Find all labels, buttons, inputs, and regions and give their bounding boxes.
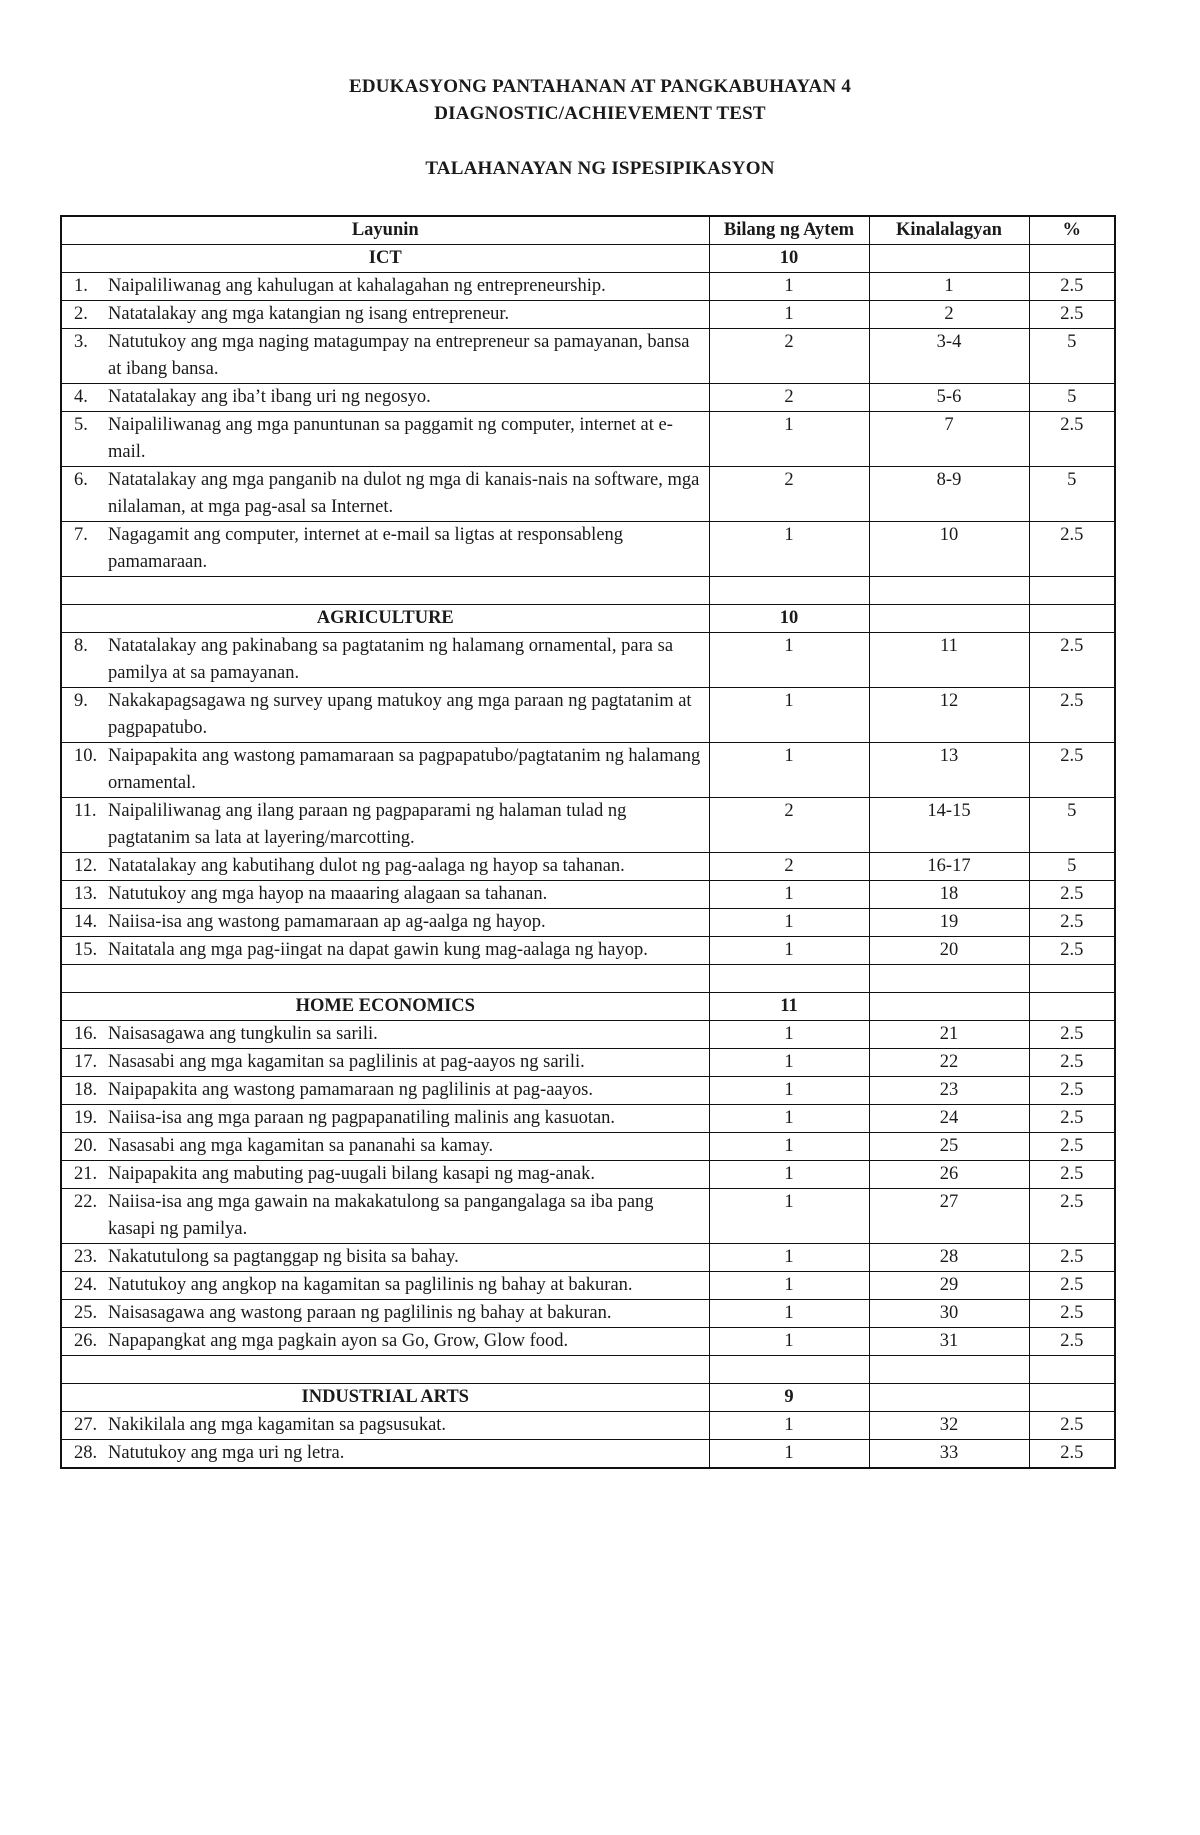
empty-cell bbox=[869, 245, 1029, 273]
item-count: 2 bbox=[709, 853, 869, 881]
objective-text: Natutukoy ang angkop na kagamitan sa paglilinis ng bahay at bakuran. bbox=[108, 1275, 633, 1295]
empty-cell bbox=[1029, 1356, 1115, 1384]
table-row bbox=[61, 909, 1115, 937]
item-percent: 2.5 bbox=[1029, 1105, 1115, 1133]
objective-text: Naitatala ang mga pag-iingat na dapat gawin kung mag-aalaga ng hayop. bbox=[108, 940, 648, 960]
table-row bbox=[61, 1077, 1115, 1105]
empty-cell bbox=[709, 1356, 869, 1384]
item-percent: 2.5 bbox=[1029, 1300, 1115, 1328]
table-row bbox=[61, 384, 1115, 412]
objective-cell bbox=[61, 937, 709, 965]
objective-cell bbox=[61, 1161, 709, 1189]
objective-number: 19. bbox=[74, 1108, 98, 1128]
objective-text: Natutukoy ang mga hayop na maaaring alagaan sa tahanan. bbox=[108, 884, 548, 904]
table-row bbox=[61, 853, 1115, 881]
section-item-count: 10 bbox=[709, 245, 869, 273]
objective-cell bbox=[61, 273, 709, 301]
item-percent: 2.5 bbox=[1029, 522, 1115, 577]
col-header-bilang: Bilang ng Aytem bbox=[709, 216, 869, 245]
item-location: 7 bbox=[869, 412, 1029, 467]
col-header-percent: % bbox=[1029, 216, 1115, 245]
table-row bbox=[61, 937, 1115, 965]
item-percent: 2.5 bbox=[1029, 1328, 1115, 1356]
blank-row bbox=[61, 965, 1115, 993]
objective-number: 10. bbox=[74, 746, 98, 766]
empty-cell bbox=[1029, 993, 1115, 1021]
item-percent: 2.5 bbox=[1029, 1049, 1115, 1077]
item-count: 1 bbox=[709, 1300, 869, 1328]
empty-cell bbox=[1029, 605, 1115, 633]
item-location: 30 bbox=[869, 1300, 1029, 1328]
objective-number: 26. bbox=[74, 1331, 98, 1351]
item-percent: 5 bbox=[1029, 329, 1115, 384]
item-count: 1 bbox=[709, 909, 869, 937]
objective-cell bbox=[61, 909, 709, 937]
objective-cell bbox=[61, 853, 709, 881]
objective-text: Natatalakay ang mga katangian ng isang entrepreneur. bbox=[108, 304, 510, 324]
objective-cell bbox=[61, 881, 709, 909]
item-percent: 2.5 bbox=[1029, 743, 1115, 798]
objective-text: Naiisa-isa ang wastong pamamaraan ap ag-aalga ng hayop. bbox=[108, 912, 546, 932]
item-location: 21 bbox=[869, 1021, 1029, 1049]
table-row bbox=[61, 412, 1115, 467]
item-location: 33 bbox=[869, 1440, 1029, 1469]
empty-cell bbox=[869, 1356, 1029, 1384]
col-header-kinalalagyan: Kinalalagyan bbox=[869, 216, 1029, 245]
item-percent: 5 bbox=[1029, 384, 1115, 412]
table-row bbox=[61, 1244, 1115, 1272]
item-percent: 2.5 bbox=[1029, 1272, 1115, 1300]
item-location: 2 bbox=[869, 301, 1029, 329]
objective-text: Nakatutulong sa pagtanggap ng bisita sa bahay. bbox=[108, 1247, 459, 1267]
section-item-count: 11 bbox=[709, 993, 869, 1021]
item-count: 1 bbox=[709, 1272, 869, 1300]
item-location: 13 bbox=[869, 743, 1029, 798]
empty-cell bbox=[869, 1384, 1029, 1412]
objective-number: 13. bbox=[74, 884, 98, 904]
item-percent: 5 bbox=[1029, 798, 1115, 853]
objective-number: 16. bbox=[74, 1024, 98, 1044]
table-row bbox=[61, 1328, 1115, 1356]
item-count: 1 bbox=[709, 273, 869, 301]
table-row bbox=[61, 1440, 1115, 1469]
empty-cell bbox=[869, 965, 1029, 993]
table-row bbox=[61, 1300, 1115, 1328]
table-row bbox=[61, 688, 1115, 743]
item-location: 8-9 bbox=[869, 467, 1029, 522]
objective-cell bbox=[61, 1105, 709, 1133]
item-count: 1 bbox=[709, 412, 869, 467]
item-percent: 2.5 bbox=[1029, 1412, 1115, 1440]
objective-cell bbox=[61, 1272, 709, 1300]
objective-text: Naipaliliwanag ang ilang paraan ng pagpaparami ng halaman tulad ng pagtatanim sa lata at layering/marcotting. bbox=[108, 801, 627, 848]
section-row bbox=[61, 1384, 1115, 1412]
table-row bbox=[61, 329, 1115, 384]
empty-cell bbox=[61, 965, 709, 993]
item-percent: 2.5 bbox=[1029, 273, 1115, 301]
test-title: DIAGNOSTIC/ACHIEVEMENT TEST bbox=[434, 103, 766, 124]
section-label: HOME ECONOMICS bbox=[61, 993, 709, 1021]
objective-cell bbox=[61, 1244, 709, 1272]
item-count: 2 bbox=[709, 384, 869, 412]
objective-cell bbox=[61, 1133, 709, 1161]
objective-number: 4. bbox=[74, 387, 88, 407]
objective-text: Nakikilala ang mga kagamitan sa pagsusukat. bbox=[108, 1415, 447, 1435]
item-count: 1 bbox=[709, 1049, 869, 1077]
table-row bbox=[61, 1412, 1115, 1440]
table-row bbox=[61, 743, 1115, 798]
table-row bbox=[61, 1189, 1115, 1244]
section-row bbox=[61, 245, 1115, 273]
objective-number: 24. bbox=[74, 1275, 98, 1295]
empty-cell bbox=[1029, 577, 1115, 605]
table-row bbox=[61, 467, 1115, 522]
empty-cell bbox=[709, 577, 869, 605]
objective-text: Naisasagawa ang tungkulin sa sarili. bbox=[108, 1024, 378, 1044]
objective-number: 28. bbox=[74, 1443, 98, 1463]
table-row bbox=[61, 881, 1115, 909]
item-count: 1 bbox=[709, 633, 869, 688]
objective-cell bbox=[61, 798, 709, 853]
table-body bbox=[61, 245, 1115, 1469]
section-row bbox=[61, 993, 1115, 1021]
table-row bbox=[61, 798, 1115, 853]
table-row bbox=[61, 1161, 1115, 1189]
objective-number: 8. bbox=[74, 636, 88, 656]
objective-cell bbox=[61, 301, 709, 329]
objective-text: Natutukoy ang mga uri ng letra. bbox=[108, 1443, 345, 1463]
objective-cell bbox=[61, 522, 709, 577]
objective-text: Natatalakay ang mga panganib na dulot ng mga di kanais-nais na software, mga nilalaman, at mga pag-asal sa Internet. bbox=[108, 470, 700, 517]
item-count: 1 bbox=[709, 1021, 869, 1049]
objective-text: Natutukoy ang mga naging matagumpay na entrepreneur sa pamayanan, bansa at ibang bansa. bbox=[108, 332, 690, 379]
item-count: 1 bbox=[709, 1133, 869, 1161]
item-count: 1 bbox=[709, 743, 869, 798]
objective-number: 21. bbox=[74, 1164, 98, 1184]
objective-number: 6. bbox=[74, 470, 88, 490]
item-location: 32 bbox=[869, 1412, 1029, 1440]
objective-cell bbox=[61, 467, 709, 522]
item-count: 1 bbox=[709, 688, 869, 743]
item-count: 1 bbox=[709, 1077, 869, 1105]
empty-cell bbox=[61, 1356, 709, 1384]
objective-text: Nakakapagsagawa ng survey upang matukoy ang mga paraan ng pagtatanim at pagpapatubo. bbox=[108, 691, 692, 738]
table-row bbox=[61, 1021, 1115, 1049]
item-percent: 2.5 bbox=[1029, 301, 1115, 329]
section-label: INDUSTRIAL ARTS bbox=[61, 1384, 709, 1412]
objective-cell bbox=[61, 1328, 709, 1356]
blank-row bbox=[61, 1356, 1115, 1384]
objective-number: 23. bbox=[74, 1247, 98, 1267]
item-percent: 2.5 bbox=[1029, 1161, 1115, 1189]
item-count: 1 bbox=[709, 301, 869, 329]
item-location: 23 bbox=[869, 1077, 1029, 1105]
item-percent: 2.5 bbox=[1029, 1021, 1115, 1049]
table-title: TALAHANAYAN NG ISPESIPIKASYON bbox=[425, 158, 775, 179]
objective-cell bbox=[61, 1189, 709, 1244]
objective-number: 20. bbox=[74, 1136, 98, 1156]
item-percent: 2.5 bbox=[1029, 688, 1115, 743]
item-location: 29 bbox=[869, 1272, 1029, 1300]
empty-cell bbox=[869, 605, 1029, 633]
objective-number: 1. bbox=[74, 276, 88, 296]
objective-cell bbox=[61, 633, 709, 688]
objective-number: 2. bbox=[74, 304, 88, 324]
objective-text: Natatalakay ang pakinabang sa pagtatanim ng halamang ornamental, para sa pamilya at sa pamayanan. bbox=[108, 636, 674, 683]
table-row bbox=[61, 301, 1115, 329]
objective-text: Nagagamit ang computer, internet at e-mail sa ligtas at responsableng pamamaraan. bbox=[108, 525, 624, 572]
empty-cell bbox=[709, 965, 869, 993]
objective-number: 12. bbox=[74, 856, 98, 876]
objective-text: Natatalakay ang kabutihang dulot ng pag-aalaga ng hayop sa tahanan. bbox=[108, 856, 625, 876]
col-header-layunin: Layunin bbox=[61, 216, 709, 245]
item-count: 2 bbox=[709, 329, 869, 384]
item-count: 1 bbox=[709, 1105, 869, 1133]
item-location: 25 bbox=[869, 1133, 1029, 1161]
item-location: 31 bbox=[869, 1328, 1029, 1356]
empty-cell bbox=[61, 577, 709, 605]
item-percent: 2.5 bbox=[1029, 909, 1115, 937]
blank-row bbox=[61, 577, 1115, 605]
item-percent: 2.5 bbox=[1029, 1189, 1115, 1244]
table-row bbox=[61, 1272, 1115, 1300]
objective-number: 7. bbox=[74, 525, 88, 545]
objective-cell bbox=[61, 743, 709, 798]
item-count: 1 bbox=[709, 1328, 869, 1356]
item-percent: 2.5 bbox=[1029, 937, 1115, 965]
item-location: 28 bbox=[869, 1244, 1029, 1272]
empty-cell bbox=[1029, 965, 1115, 993]
item-percent: 2.5 bbox=[1029, 1077, 1115, 1105]
objective-cell bbox=[61, 1300, 709, 1328]
table-row bbox=[61, 1049, 1115, 1077]
empty-cell bbox=[869, 577, 1029, 605]
objective-text: Naiisa-isa ang mga gawain na makakatulong sa pangangalaga sa iba pang kasapi ng pamilya. bbox=[108, 1192, 654, 1239]
objective-number: 18. bbox=[74, 1080, 98, 1100]
item-percent: 5 bbox=[1029, 853, 1115, 881]
item-count: 1 bbox=[709, 1412, 869, 1440]
item-location: 27 bbox=[869, 1189, 1029, 1244]
item-count: 1 bbox=[709, 522, 869, 577]
objective-number: 3. bbox=[74, 332, 88, 352]
table-row bbox=[61, 1133, 1115, 1161]
objective-number: 17. bbox=[74, 1052, 98, 1072]
table-row bbox=[61, 1105, 1115, 1133]
table-row bbox=[61, 633, 1115, 688]
section-item-count: 10 bbox=[709, 605, 869, 633]
objective-text: Naisasagawa ang wastong paraan ng paglilinis ng bahay at bakuran. bbox=[108, 1303, 612, 1323]
item-percent: 2.5 bbox=[1029, 412, 1115, 467]
item-location: 22 bbox=[869, 1049, 1029, 1077]
objective-text: Naiisa-isa ang mga paraan ng pagpapanatiling malinis ang kasuotan. bbox=[108, 1108, 616, 1128]
objective-number: 25. bbox=[74, 1303, 98, 1323]
item-percent: 2.5 bbox=[1029, 1244, 1115, 1272]
item-count: 1 bbox=[709, 1161, 869, 1189]
item-location: 26 bbox=[869, 1161, 1029, 1189]
item-count: 1 bbox=[709, 1440, 869, 1469]
empty-cell bbox=[1029, 245, 1115, 273]
item-location: 14-15 bbox=[869, 798, 1029, 853]
item-percent: 5 bbox=[1029, 467, 1115, 522]
item-location: 1 bbox=[869, 273, 1029, 301]
item-location: 12 bbox=[869, 688, 1029, 743]
item-location: 24 bbox=[869, 1105, 1029, 1133]
objective-text: Napapangkat ang mga pagkain ayon sa Go, Grow, Glow food. bbox=[108, 1331, 569, 1351]
item-percent: 2.5 bbox=[1029, 633, 1115, 688]
objective-number: 15. bbox=[74, 940, 98, 960]
section-item-count: 9 bbox=[709, 1384, 869, 1412]
item-location: 18 bbox=[869, 881, 1029, 909]
objective-text: Natatalakay ang iba’t ibang uri ng negosyo. bbox=[108, 387, 431, 407]
table-row bbox=[61, 273, 1115, 301]
item-location: 16-17 bbox=[869, 853, 1029, 881]
item-location: 10 bbox=[869, 522, 1029, 577]
objective-cell bbox=[61, 1440, 709, 1469]
objective-cell bbox=[61, 1021, 709, 1049]
objective-number: 14. bbox=[74, 912, 98, 932]
objective-text: Nasasabi ang mga kagamitan sa paglilinis at pag-aayos ng sarili. bbox=[108, 1052, 585, 1072]
objective-cell bbox=[61, 329, 709, 384]
objective-number: 22. bbox=[74, 1192, 98, 1212]
objective-number: 27. bbox=[74, 1415, 98, 1435]
section-label: AGRICULTURE bbox=[61, 605, 709, 633]
objective-cell bbox=[61, 384, 709, 412]
objective-number: 11. bbox=[74, 801, 97, 821]
objective-cell bbox=[61, 1049, 709, 1077]
objective-number: 5. bbox=[74, 415, 88, 435]
objective-text: Nasasabi ang mga kagamitan sa pananahi sa kamay. bbox=[108, 1136, 494, 1156]
objective-cell bbox=[61, 412, 709, 467]
item-location: 19 bbox=[869, 909, 1029, 937]
objective-cell bbox=[61, 1077, 709, 1105]
section-label: ICT bbox=[61, 245, 709, 273]
objective-cell bbox=[61, 688, 709, 743]
item-count: 2 bbox=[709, 798, 869, 853]
item-percent: 2.5 bbox=[1029, 1440, 1115, 1469]
item-location: 11 bbox=[869, 633, 1029, 688]
section-row bbox=[61, 605, 1115, 633]
item-count: 1 bbox=[709, 881, 869, 909]
item-count: 1 bbox=[709, 1244, 869, 1272]
item-percent: 2.5 bbox=[1029, 881, 1115, 909]
empty-cell bbox=[1029, 1384, 1115, 1412]
item-count: 1 bbox=[709, 937, 869, 965]
item-location: 3-4 bbox=[869, 329, 1029, 384]
objective-text: Naipapakita ang wastong pamamaraan ng paglilinis at pag-aayos. bbox=[108, 1080, 593, 1100]
objective-cell bbox=[61, 1412, 709, 1440]
objective-text: Naipapakita ang wastong pamamaraan sa pagpapatubo/pagtatanim ng halamang ornamental. bbox=[108, 746, 701, 793]
objective-number: 9. bbox=[74, 691, 88, 711]
item-location: 20 bbox=[869, 937, 1029, 965]
item-percent: 2.5 bbox=[1029, 1133, 1115, 1161]
table-row bbox=[61, 522, 1115, 577]
objective-text: Naipaliliwanag ang mga panuntunan sa paggamit ng computer, internet at e-mail. bbox=[108, 415, 673, 462]
objective-text: Naipaliliwanag ang kahulugan at kahalagahan ng entrepreneurship. bbox=[108, 276, 606, 296]
item-count: 2 bbox=[709, 467, 869, 522]
subject-title: EDUKASYONG PANTAHANAN AT PANGKABUHAYAN 4 bbox=[348, 76, 852, 97]
specification-table bbox=[60, 215, 1116, 1469]
empty-cell bbox=[869, 993, 1029, 1021]
item-location: 5-6 bbox=[869, 384, 1029, 412]
header-row bbox=[61, 216, 1115, 245]
item-count: 1 bbox=[709, 1189, 869, 1244]
objective-text: Naipapakita ang mabuting pag-uugali bilang kasapi ng mag-anak. bbox=[108, 1164, 596, 1184]
